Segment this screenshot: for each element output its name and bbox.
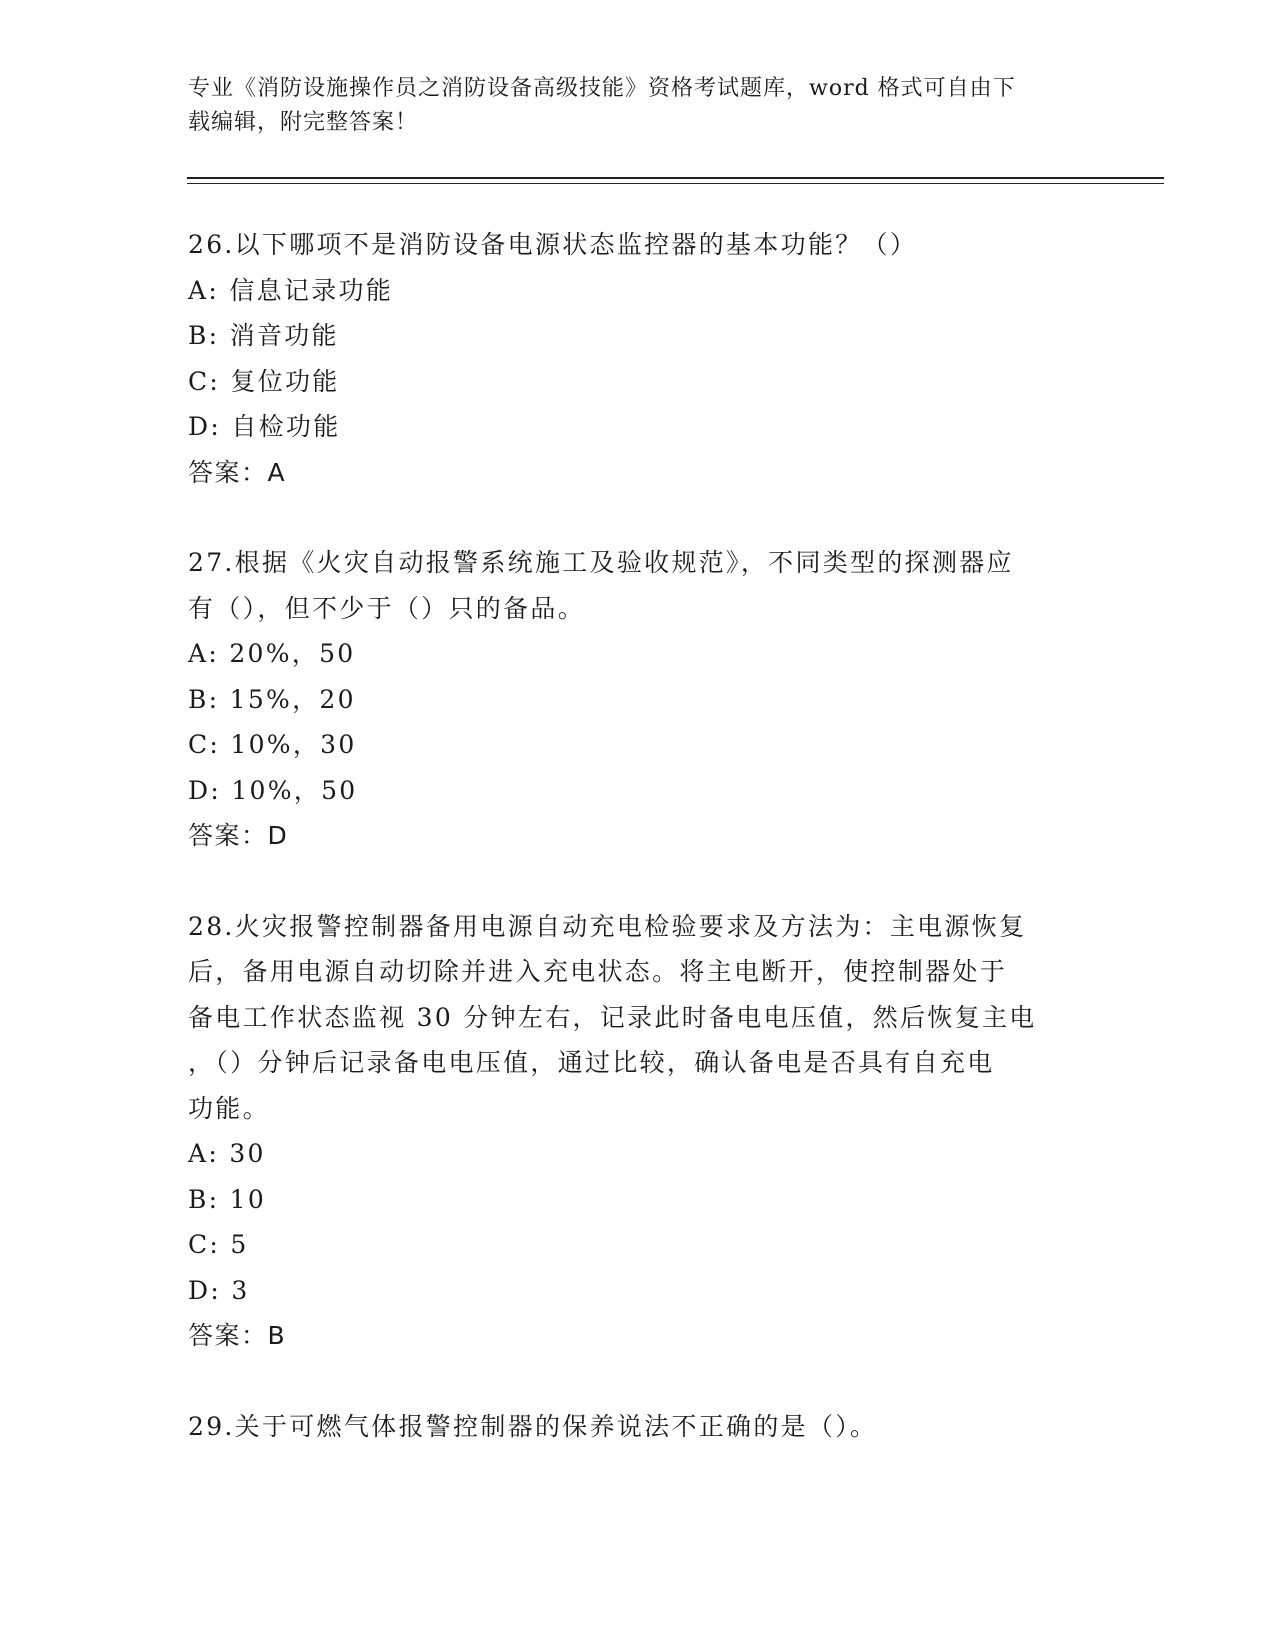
- question-text-line-5: 功能。: [188, 1093, 270, 1123]
- option-a: A: 信息记录功能: [188, 275, 394, 305]
- question-text-line-2: 有（），但不少于（）只的备品。: [188, 593, 586, 623]
- answer-label: 答案：D: [188, 821, 289, 850]
- option-c: C: 复位功能: [188, 366, 340, 396]
- question-29: [188, 1404, 1088, 1450]
- option-d: D: 自检功能: [188, 412, 341, 441]
- question-27: [188, 540, 1088, 859]
- question-text-line-1: 28.火灾报警控制器备用电源自动充电检验要求及方法为：主电源恢复: [188, 911, 1027, 941]
- header-divider-thick: [187, 177, 1164, 179]
- question-28: [188, 904, 1088, 1359]
- question-text-line-4: ，（）分钟后记录备电电压值，通过比较，确认备电是否具有自充电: [188, 1048, 995, 1077]
- option-d: D: 3: [188, 1275, 250, 1305]
- option-d: D: 10%，50: [188, 775, 358, 805]
- question-list: [188, 222, 1088, 1494]
- header-line-1: 专业《消防设施操作员之消防设备高级技能》资格考试题库，word 格式可自由下: [188, 76, 1016, 101]
- answer-label: 答案：B: [188, 1321, 287, 1350]
- option-b: B: 10: [188, 1184, 267, 1214]
- answer-label: 答案：A: [188, 457, 287, 487]
- option-a: A: 20%，50: [188, 639, 356, 668]
- option-b: B: 15%，20: [188, 684, 356, 714]
- option-c: C: 5: [188, 1230, 249, 1259]
- question-text-line-3: 备电工作状态监视 30 分钟左右，记录此时备电电压值，然后恢复主电: [188, 1002, 1037, 1032]
- document-header: [188, 72, 1088, 140]
- option-c: C: 10%，30: [188, 730, 357, 759]
- question-26: [188, 222, 1088, 495]
- question-text: 26.以下哪项不是消防设备电源状态监控器的基本功能？（）: [188, 230, 918, 259]
- question-text: 29.关于可燃气体报警控制器的保养说法不正确的是（）。: [188, 1411, 878, 1441]
- question-text-line-2: 后，备用电源自动切除并进入充电状态。将主电断开，使控制器处于: [188, 957, 1008, 986]
- header-line-2: 载编辑，附完整答案！: [188, 110, 419, 135]
- option-a: A: 30: [188, 1139, 266, 1168]
- question-text-line-1: 27.根据《火灾自动报警系统施工及验收规范》，不同类型的探测器应: [188, 548, 1014, 577]
- option-b: B: 消音功能: [188, 321, 339, 350]
- header-divider-thin: [187, 183, 1164, 184]
